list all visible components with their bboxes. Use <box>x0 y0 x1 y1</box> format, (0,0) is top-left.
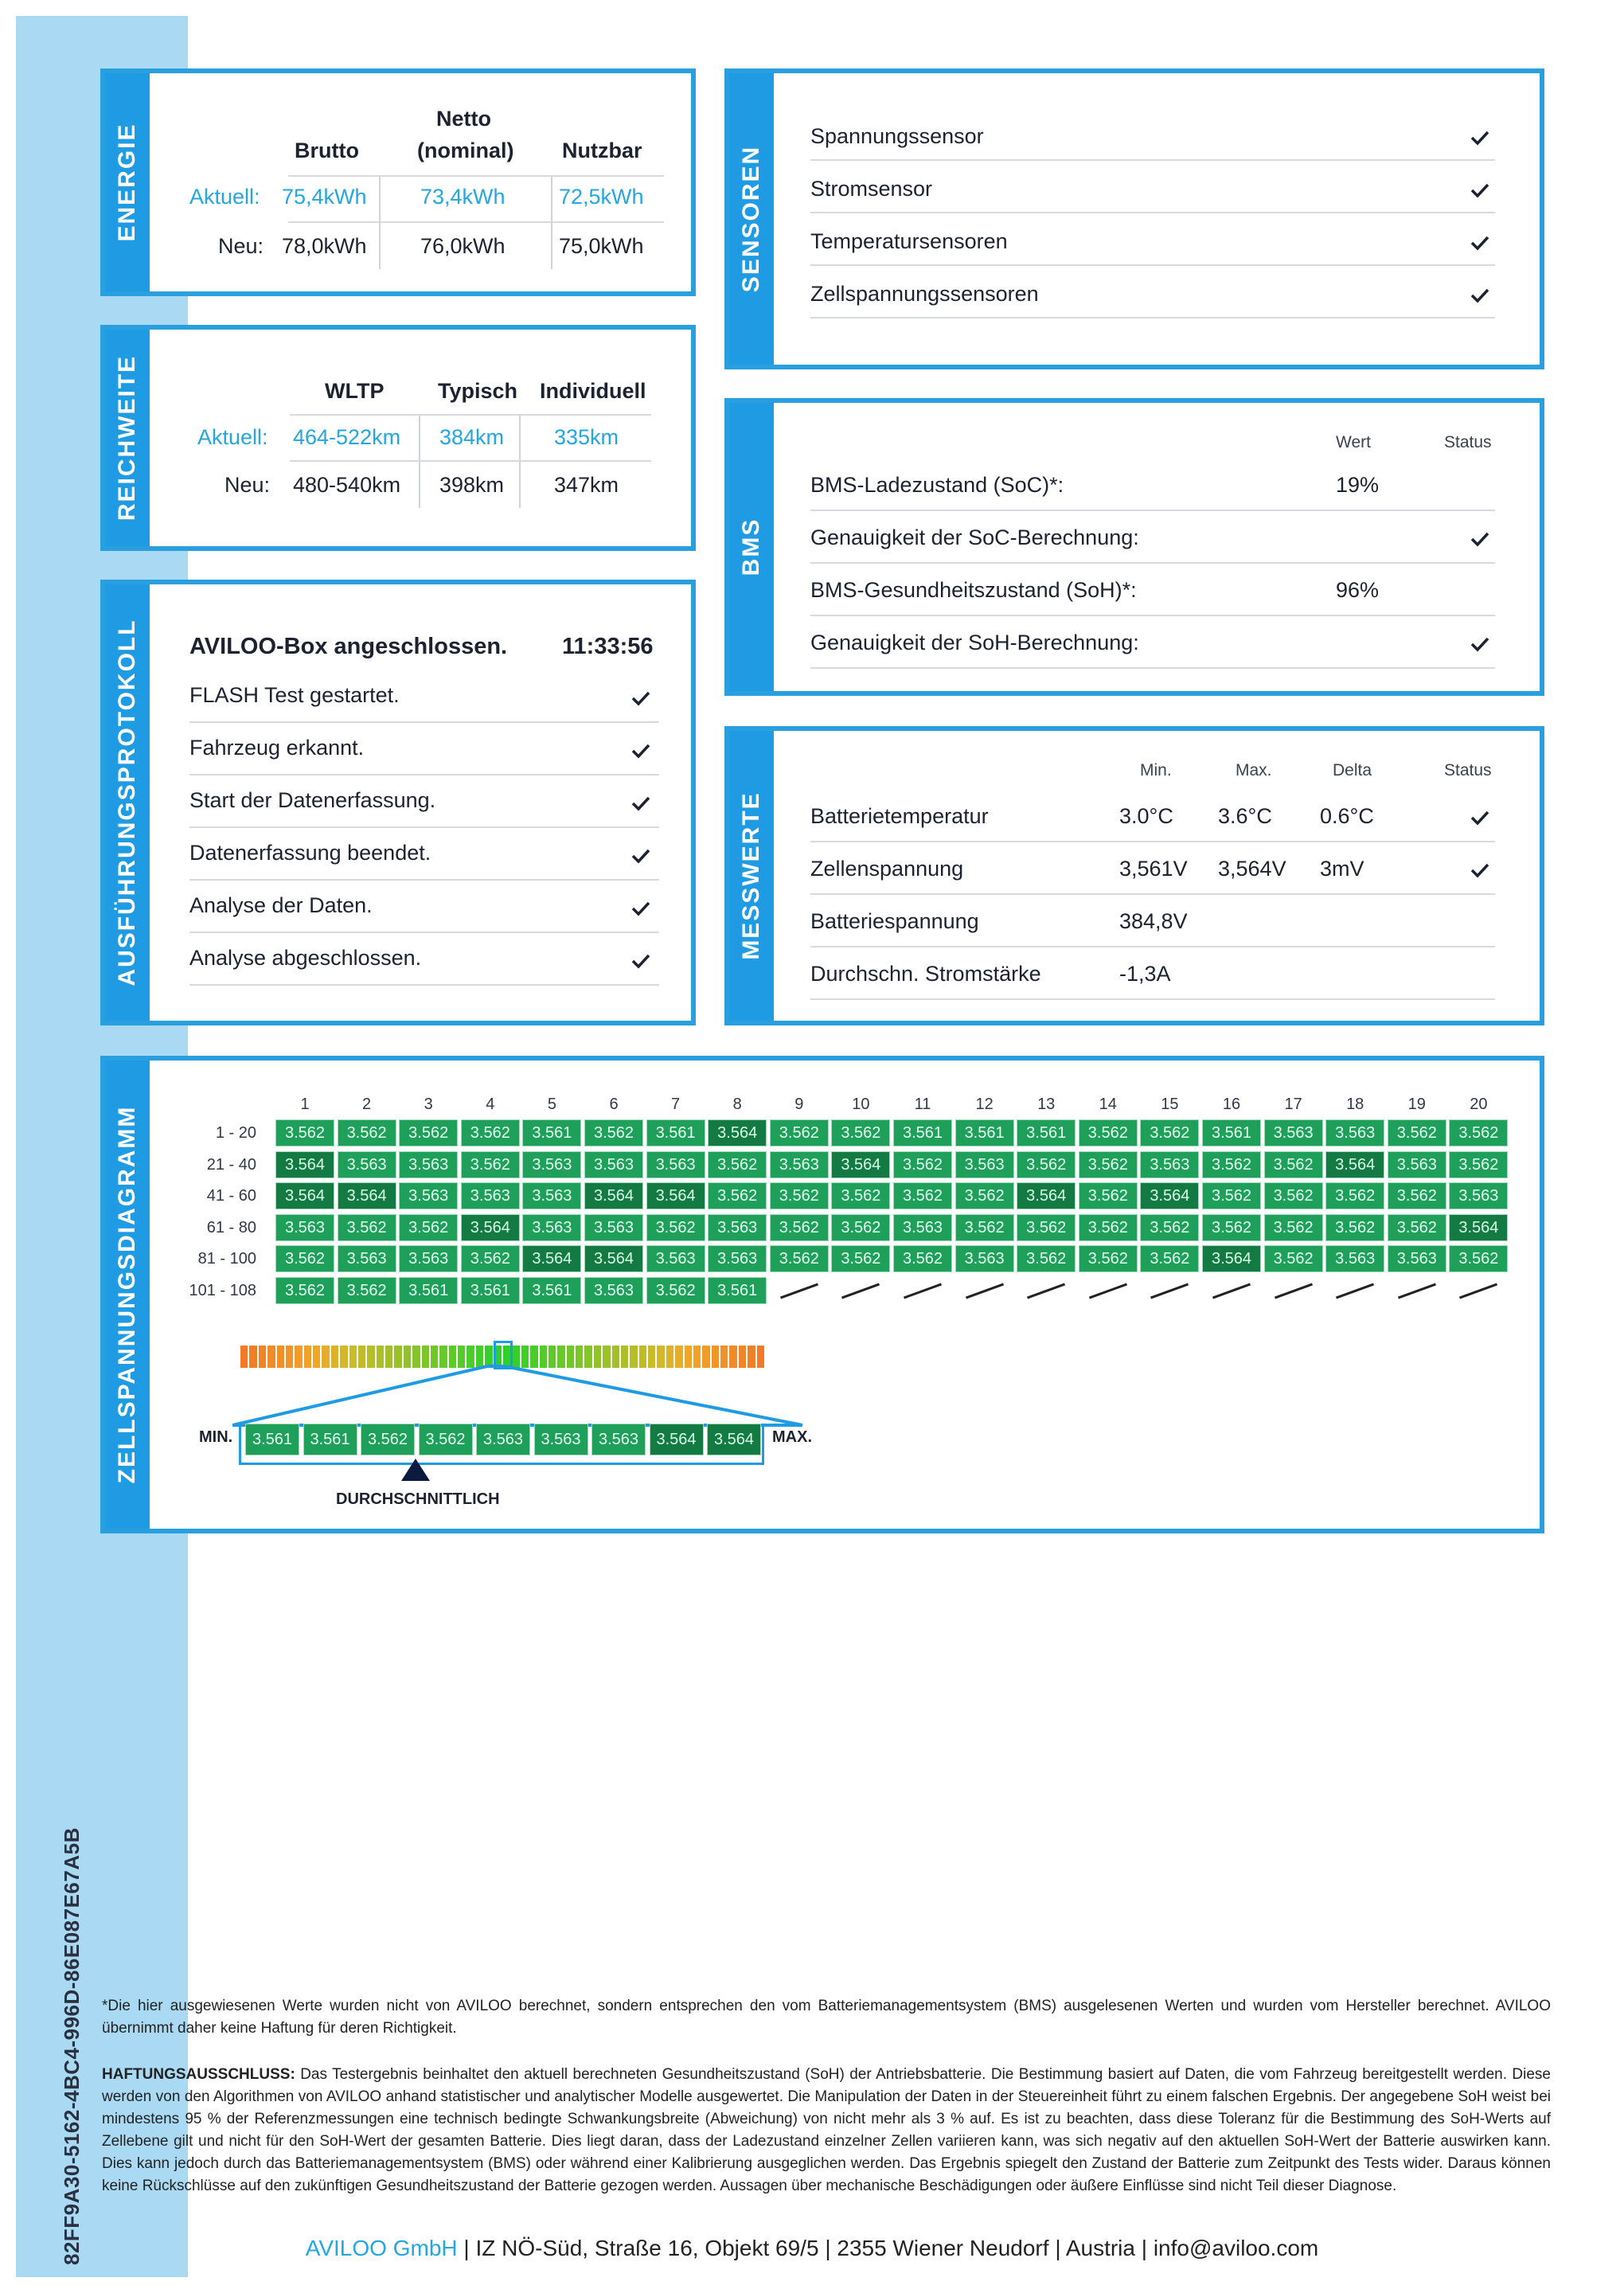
cell-voltage: 3.562 <box>338 1277 396 1304</box>
grid-row-label: 101 - 108 <box>189 1282 256 1299</box>
protokoll-item: Analyse der Daten. <box>189 893 373 917</box>
cell-voltage: 3.562 <box>1140 1214 1199 1241</box>
check-icon <box>1470 129 1490 146</box>
messwert-delta: 3mV <box>1320 857 1364 881</box>
cell-voltage: 3.562 <box>831 1119 890 1146</box>
empty-cell-slash <box>1150 1283 1189 1299</box>
cell-voltage: 3.563 <box>584 1277 643 1304</box>
grid-col-label: 9 <box>794 1096 804 1113</box>
check-icon <box>1470 809 1490 826</box>
mw-col-delta: Delta <box>1333 761 1372 779</box>
cell-voltage: 3.561 <box>522 1277 581 1304</box>
reichweite-aktuell-wltp: 464-522km <box>293 425 401 449</box>
bms-col-status: Status <box>1444 433 1492 451</box>
cell-voltage: 3.564 <box>522 1245 581 1272</box>
check-icon <box>630 952 651 970</box>
cell-voltage: 3.562 <box>1388 1182 1446 1209</box>
disclaimer <box>102 2064 1551 2197</box>
empty-cell-slash <box>1212 1283 1251 1299</box>
check-icon <box>1470 635 1490 653</box>
cell-voltage: 3.563 <box>522 1182 581 1209</box>
protokoll-time: 11:33:56 <box>562 634 654 659</box>
cell-voltage: 3.563 <box>955 1151 1014 1178</box>
mw-col-max: Max. <box>1236 761 1272 779</box>
cell-voltage: 3.563 <box>399 1245 458 1272</box>
scale-min-label: MIN. <box>199 1428 233 1446</box>
disclaimer-text: Das Testergebnis beinhaltet den aktuell berechneten Gesundheitszustand (SoH) der Antriebsbatterie. Die Bestimmung basiert auf Daten, die vom Fahrzeug bereitgestellt werden. Diese werden von den Algorithmen von AVILOO anhand statistischer und analytischer Modelle ausgewertet. Die Manipulation der Daten in der Steuereinheit führt zu einem falschen Ergebnis. Der angegebene SoH weist bei mindestens 95 % der Referenzmessungen eine technisch bedingte Schwankungsbreite (Abweichung) von nicht mehr als 3 % auf. Es ist zu beachten, dass diese Toleranz für die Bestimmung des SoH-Werts auf Zellebene gilt und nicht für den SoH-Wert der gesamten Batterie. Dies liegt daran, dass der Ladezustand einzelner Zellen variieren kann, was sich negativ auf den aktuellen SoH-Wert der Batterie auswirken kann. Dies kann jedoch durch das Batteriemanagementsystem (BMS) oder während einer Kalibrierung ausgeglichen werden. Das Ergebnis spiegelt den Zustand der Batterie zum Zeitpunkt des Tests wider. Daraus können keine Rückschlüsse auf den zukünftigen Gesundheitszustand der Batterie gezogen werden. Aussagen über mechanische Beschädigungen oder äußere Einflüsse sind nicht Teil dieser Diagnose. <box>102 2066 1551 2194</box>
grid-row-label: 41 - 60 <box>206 1187 256 1205</box>
cell-voltage: 3.562 <box>1449 1151 1508 1178</box>
protokoll-item: Start der Datenerfassung. <box>189 788 436 812</box>
cell-voltage: 3.563 <box>338 1151 396 1178</box>
check-icon <box>1470 234 1490 252</box>
divider <box>810 510 1495 511</box>
cell-voltage: 3.563 <box>338 1245 396 1272</box>
cell-voltage: 3.564 <box>584 1182 643 1209</box>
divider <box>189 721 659 723</box>
protokoll-item: FLASH Test gestartet. <box>189 683 400 707</box>
divider <box>810 946 1495 947</box>
protokoll-item: Analyse abgeschlossen. <box>189 946 422 970</box>
grid-col-label: 20 <box>1470 1096 1488 1113</box>
cell-voltage: 3.562 <box>275 1119 334 1146</box>
sensoren-tab: SENSOREN <box>729 73 774 365</box>
cell-voltage: 3.562 <box>1264 1214 1323 1241</box>
divider <box>189 774 659 775</box>
divider <box>810 893 1495 895</box>
average-label: DURCHSCHNITTLICH <box>336 1490 500 1508</box>
scale-cell: 3.564 <box>650 1424 704 1455</box>
messwert-delta: 0.6°C <box>1320 804 1374 828</box>
cell-voltage: 3.562 <box>646 1277 705 1304</box>
cell-voltage: 3.564 <box>275 1182 334 1209</box>
cell-voltage: 3.562 <box>1449 1119 1508 1146</box>
cell-voltage: 3.562 <box>1264 1151 1323 1178</box>
grid-col-label: 4 <box>486 1096 495 1113</box>
energie-aktuell-nutzbar: 72,5kWh <box>559 185 644 209</box>
grid-col-label: 8 <box>732 1096 742 1113</box>
energie-aktuell-netto: 73,4kWh <box>420 185 506 209</box>
empty-cell-slash <box>1089 1283 1127 1299</box>
cell-voltage: 3.562 <box>461 1119 520 1146</box>
cell-voltage: 3.562 <box>1079 1245 1138 1272</box>
cell-voltage: 3.563 <box>275 1214 334 1241</box>
empty-cell-slash <box>1459 1283 1497 1299</box>
empty-cell-slash <box>1275 1283 1313 1299</box>
messwerte-card <box>724 726 1544 1025</box>
zell-card <box>100 1056 1544 1533</box>
reichweite-neu-individuell: 347km <box>554 473 619 497</box>
grid-row-label: 81 - 100 <box>197 1250 256 1268</box>
cell-voltage: 3.562 <box>831 1245 890 1272</box>
bms-row-value: 19% <box>1336 473 1380 497</box>
cell-voltage: 3.561 <box>893 1119 952 1146</box>
cell-voltage: 3.562 <box>1079 1214 1138 1241</box>
energie-neu-brutto: 78,0kWh <box>282 234 367 258</box>
check-icon <box>1470 530 1490 548</box>
grid-col-label: 18 <box>1346 1096 1364 1113</box>
sensor-item: Stromsensor <box>810 177 933 201</box>
cell-voltage: 3.562 <box>1264 1245 1323 1272</box>
divider <box>810 264 1495 266</box>
average-marker-icon <box>401 1459 430 1481</box>
grid-col-label: 7 <box>671 1096 681 1113</box>
grid-col-label: 6 <box>609 1096 619 1113</box>
cell-voltage: 3.562 <box>708 1151 767 1178</box>
messwert-min: 384,8V <box>1119 909 1188 933</box>
divider <box>189 826 659 828</box>
divider <box>810 615 1495 616</box>
check-icon <box>630 742 651 760</box>
energie-aktuell-brutto: 75,4kWh <box>282 185 367 209</box>
cell-voltage: 3.562 <box>338 1119 396 1146</box>
cell-voltage: 3.562 <box>893 1182 952 1209</box>
check-icon <box>630 795 651 812</box>
cell-voltage: 3.562 <box>831 1214 890 1241</box>
cell-voltage: 3.562 <box>893 1151 952 1178</box>
divider <box>189 879 659 881</box>
bms-card <box>724 398 1544 696</box>
grid-col-label: 10 <box>852 1096 870 1113</box>
messwert-max: 3,564V <box>1218 857 1286 881</box>
cell-voltage: 3.562 <box>770 1245 829 1272</box>
col-netto-2: (nominal) <box>417 139 514 162</box>
zell-tab: ZELLSPANNUNGSDIAGRAMM <box>105 1061 150 1529</box>
cell-voltage: 3.564 <box>1017 1182 1076 1209</box>
bms-col-wert: Wert <box>1336 433 1371 451</box>
cell-voltage: 3.563 <box>584 1214 643 1241</box>
col-individuell: Individuell <box>540 379 646 403</box>
cell-voltage: 3.562 <box>1079 1119 1138 1146</box>
col-typisch: Typisch <box>438 379 518 403</box>
cell-voltage: 3.562 <box>770 1119 829 1146</box>
check-icon <box>1470 182 1490 199</box>
check-icon <box>630 900 651 917</box>
cell-voltage: 3.562 <box>955 1214 1014 1241</box>
empty-cell-slash <box>1398 1283 1436 1299</box>
cell-voltage: 3.563 <box>1449 1182 1508 1209</box>
cell-voltage: 3.561 <box>708 1277 767 1304</box>
cell-voltage: 3.564 <box>584 1245 643 1272</box>
cell-voltage: 3.563 <box>584 1151 643 1178</box>
disclaimer-label: HAFTUNGSAUSSCHLUSS: <box>102 2066 295 2083</box>
cell-voltage: 3.563 <box>646 1245 705 1272</box>
reichweite-card <box>100 325 696 551</box>
sensor-item: Spannungssensor <box>810 124 984 148</box>
cell-voltage: 3.561 <box>1017 1119 1076 1146</box>
cell-voltage: 3.563 <box>1388 1151 1446 1178</box>
cell-voltage: 3.563 <box>399 1151 458 1178</box>
cell-voltage: 3.562 <box>1017 1245 1076 1272</box>
grid-col-label: 2 <box>362 1096 372 1113</box>
cell-voltage: 3.562 <box>1325 1182 1384 1209</box>
footer-city: 2355 Wiener Neudorf <box>837 2236 1049 2260</box>
scale-cell: 3.563 <box>476 1424 530 1455</box>
col-nutzbar: Nutzbar <box>562 139 642 162</box>
grid-col-label: 14 <box>1099 1096 1117 1113</box>
cell-voltage: 3.564 <box>831 1151 890 1178</box>
divider <box>810 212 1495 213</box>
cell-voltage: 3.562 <box>955 1182 1014 1209</box>
empty-cell-slash <box>841 1283 880 1299</box>
protokoll-item: Datenerfassung beendet. <box>189 841 431 865</box>
messwert-min: 3.0°C <box>1119 804 1173 828</box>
cell-voltage: 3.561 <box>646 1119 705 1146</box>
cell-voltage: 3.563 <box>522 1151 581 1178</box>
cell-voltage: 3.563 <box>893 1214 952 1241</box>
divider <box>810 562 1495 564</box>
grid-col-label: 12 <box>975 1096 994 1113</box>
cell-voltage: 3.562 <box>1202 1214 1261 1241</box>
cell-voltage: 3.562 <box>1202 1182 1261 1209</box>
cell-voltage: 3.563 <box>646 1151 705 1178</box>
cell-voltage: 3.563 <box>461 1182 520 1209</box>
messwert-label: Batteriespannung <box>810 909 979 933</box>
cell-voltage: 3.562 <box>461 1151 520 1178</box>
cell-voltage: 3.562 <box>1388 1119 1446 1146</box>
cell-voltage: 3.562 <box>338 1214 396 1241</box>
grid-col-label: 17 <box>1284 1096 1302 1113</box>
cell-voltage: 3.563 <box>708 1214 767 1241</box>
footer-address: IZ NÖ-Süd, Straße 16, Objekt 69/5 <box>475 2236 819 2260</box>
messwerte-tab: MESSWERTE <box>729 731 774 1021</box>
grid-row-label: 61 - 80 <box>206 1218 256 1236</box>
cell-voltage: 3.562 <box>1079 1151 1138 1178</box>
cell-voltage: 3.563 <box>1264 1119 1323 1146</box>
mw-col-status: Status <box>1444 761 1492 779</box>
scale-cell: 3.563 <box>591 1424 646 1455</box>
grid-col-label: 11 <box>914 1096 931 1113</box>
scale-cell: 3.562 <box>361 1424 415 1455</box>
reichweite-aktuell-individuell: 335km <box>554 425 619 449</box>
scale-cell: 3.563 <box>534 1424 588 1455</box>
scale-cell: 3.561 <box>303 1424 357 1455</box>
cell-voltage: 3.563 <box>708 1245 767 1272</box>
cell-voltage: 3.561 <box>399 1277 458 1304</box>
cell-voltage: 3.564 <box>275 1151 334 1178</box>
cell-voltage: 3.562 <box>1449 1245 1508 1272</box>
footer-email[interactable]: info@aviloo.com <box>1153 2236 1319 2260</box>
divider <box>810 667 1495 669</box>
check-icon <box>630 847 651 865</box>
bms-row-label: BMS-Gesundheitszustand (SoH)*: <box>810 578 1137 602</box>
cell-voltage: 3.563 <box>1325 1119 1384 1146</box>
scale-zoom-lines <box>232 1363 806 1427</box>
sensoren-card <box>724 68 1544 369</box>
empty-cell-slash <box>780 1283 818 1299</box>
footnote: *Die hier ausgewiesenen Werte wurden nicht von AVILOO berechnet, sondern entsprechen den vom Batteriemanagementsystem (BMS) ausgelesenen Werten und wurden vom Hersteller berechnet. AVILOO übernimmt daher keine Haftung für deren Richtigkeit. <box>102 1998 1551 2037</box>
divider <box>189 932 659 933</box>
grid-row-label: 21 - 40 <box>206 1155 256 1174</box>
cell-voltage: 3.564 <box>708 1119 767 1146</box>
cell-voltage: 3.562 <box>1140 1245 1199 1272</box>
cell-voltage: 3.561 <box>955 1119 1014 1146</box>
sensor-item: Zellspannungssensoren <box>810 282 1039 306</box>
bms-row-value: 96% <box>1336 578 1380 602</box>
scale-bracket <box>239 1424 764 1465</box>
cell-voltage: 3.563 <box>399 1182 458 1209</box>
scale-cell: 3.562 <box>419 1424 473 1455</box>
empty-cell-slash <box>904 1283 942 1299</box>
divider <box>810 841 1495 842</box>
col-brutto: Brutto <box>295 139 359 162</box>
protokoll-title: AVILOO-Box angeschlossen. <box>189 634 508 659</box>
reichweite-neu-wltp: 480-540km <box>293 473 401 497</box>
grid-col-label: 5 <box>547 1096 556 1113</box>
cell-voltage: 3.564 <box>338 1182 396 1209</box>
cell-voltage: 3.562 <box>893 1245 952 1272</box>
messwert-min: -1,3A <box>1119 962 1171 986</box>
cell-voltage: 3.562 <box>275 1277 334 1304</box>
scale-cell: 3.561 <box>245 1424 299 1455</box>
messwert-label: Durchschn. Stromstärke <box>810 962 1041 986</box>
messwert-max: 3.6°C <box>1218 804 1272 828</box>
scale-cell: 3.564 <box>707 1424 761 1455</box>
cell-voltage: 3.563 <box>522 1214 581 1241</box>
cell-voltage: 3.562 <box>399 1214 458 1241</box>
divider <box>810 317 1495 318</box>
messwert-min: 3,561V <box>1119 857 1188 881</box>
cell-voltage: 3.562 <box>708 1182 767 1209</box>
energie-aktuell-label: Aktuell: <box>189 185 260 209</box>
reichweite-aktuell-typisch: 384km <box>439 425 505 449</box>
energie-neu-nutzbar: 75,0kWh <box>559 234 644 258</box>
cell-voltage: 3.562 <box>1325 1214 1384 1241</box>
empty-cell-slash <box>1336 1283 1374 1299</box>
cell-voltage: 3.562 <box>1202 1151 1261 1178</box>
bms-tab: BMS <box>729 403 774 691</box>
cell-voltage: 3.562 <box>275 1245 334 1272</box>
cell-voltage: 3.564 <box>1202 1245 1261 1272</box>
grid-row-label: 1 - 20 <box>215 1124 256 1142</box>
cell-voltage: 3.562 <box>461 1245 520 1272</box>
bms-row-label: BMS-Ladezustand (SoC)*: <box>810 473 1064 497</box>
cell-voltage: 3.564 <box>461 1214 520 1241</box>
divider <box>810 998 1495 1000</box>
cell-voltage: 3.564 <box>1325 1151 1384 1178</box>
divider <box>189 984 659 986</box>
cell-voltage: 3.562 <box>1017 1214 1076 1241</box>
protokoll-tab: AUSFÜHRUNGSPROTOKOLL <box>105 584 150 1021</box>
footer: AVILOO GmbH | IZ NÖ-Süd, Straße 16, Objekt 69/5 | 2355 Wiener Neudorf | Austria | info@aviloo.com <box>305 2236 1319 2260</box>
cell-voltage: 3.562 <box>399 1119 458 1146</box>
cell-voltage: 3.562 <box>646 1214 705 1241</box>
energie-neu-label: Neu: <box>218 234 264 258</box>
bms-row-label: Genauigkeit der SoH-Berechnung: <box>810 631 1139 654</box>
check-icon <box>1470 861 1490 879</box>
cell-voltage: 3.562 <box>1140 1119 1199 1146</box>
cell-voltage: 3.563 <box>1325 1245 1384 1272</box>
cell-voltage: 3.562 <box>1079 1182 1138 1209</box>
grid-col-label: 15 <box>1161 1096 1179 1113</box>
cell-voltage: 3.563 <box>1388 1245 1446 1272</box>
protokoll-item: Fahrzeug erkannt. <box>189 736 365 760</box>
cell-voltage: 3.564 <box>646 1182 705 1209</box>
grid-col-label: 1 <box>300 1096 310 1113</box>
cell-voltage: 3.562 <box>831 1182 890 1209</box>
cell-voltage: 3.563 <box>955 1245 1014 1272</box>
check-icon <box>630 689 651 707</box>
grid-col-label: 13 <box>1037 1096 1056 1113</box>
cell-voltage: 3.562 <box>584 1119 643 1146</box>
check-icon <box>1470 287 1490 304</box>
grid-col-label: 3 <box>424 1096 433 1113</box>
divider <box>810 159 1495 161</box>
energie-neu-netto: 76,0kWh <box>420 234 506 258</box>
bms-row-label: Genauigkeit der SoC-Berechnung: <box>810 525 1139 549</box>
cell-voltage: 3.562 <box>770 1182 829 1209</box>
cell-voltage: 3.562 <box>770 1214 829 1241</box>
col-netto-1: Netto <box>436 107 491 131</box>
protokoll-card <box>100 580 696 1025</box>
messwert-label: Batterietemperatur <box>810 804 989 828</box>
scale-max-label: MAX. <box>772 1428 812 1446</box>
reichweite-neu-label: Neu: <box>224 473 271 497</box>
footer-company: AVILOO GmbH <box>305 2236 458 2260</box>
cell-voltage: 3.564 <box>1449 1214 1508 1241</box>
empty-cell-slash <box>966 1283 1004 1299</box>
col-wltp: WLTP <box>325 379 385 403</box>
grid-col-label: 16 <box>1222 1096 1241 1113</box>
cell-voltage: 3.562 <box>1388 1214 1446 1241</box>
mw-col-min: Min. <box>1140 761 1172 779</box>
messwert-label: Zellenspannung <box>810 857 964 881</box>
reichweite-tab: REICHWEITE <box>105 330 150 546</box>
cell-voltage: 3.562 <box>1017 1151 1076 1178</box>
cell-voltage: 3.563 <box>1140 1151 1199 1178</box>
sensor-item: Temperatursensoren <box>810 229 1008 253</box>
cell-voltage: 3.564 <box>1140 1182 1199 1209</box>
cell-voltage: 3.561 <box>461 1277 520 1304</box>
grid-col-label: 19 <box>1407 1096 1426 1113</box>
energie-tab: ENERGIE <box>105 73 150 291</box>
energie-card <box>100 68 696 296</box>
cell-voltage: 3.563 <box>770 1151 829 1178</box>
reichweite-neu-typisch: 398km <box>439 473 505 497</box>
document-id: 82FF9A30-5162-4BC4-996D-86E087E67A5B <box>60 1827 84 2265</box>
cell-voltage: 3.561 <box>522 1119 581 1146</box>
reichweite-aktuell-label: Aktuell: <box>197 425 268 449</box>
cell-voltage: 3.561 <box>1202 1119 1261 1146</box>
cell-voltage: 3.562 <box>1264 1182 1323 1209</box>
footer-country: Austria <box>1065 2236 1135 2260</box>
empty-cell-slash <box>1027 1283 1065 1299</box>
